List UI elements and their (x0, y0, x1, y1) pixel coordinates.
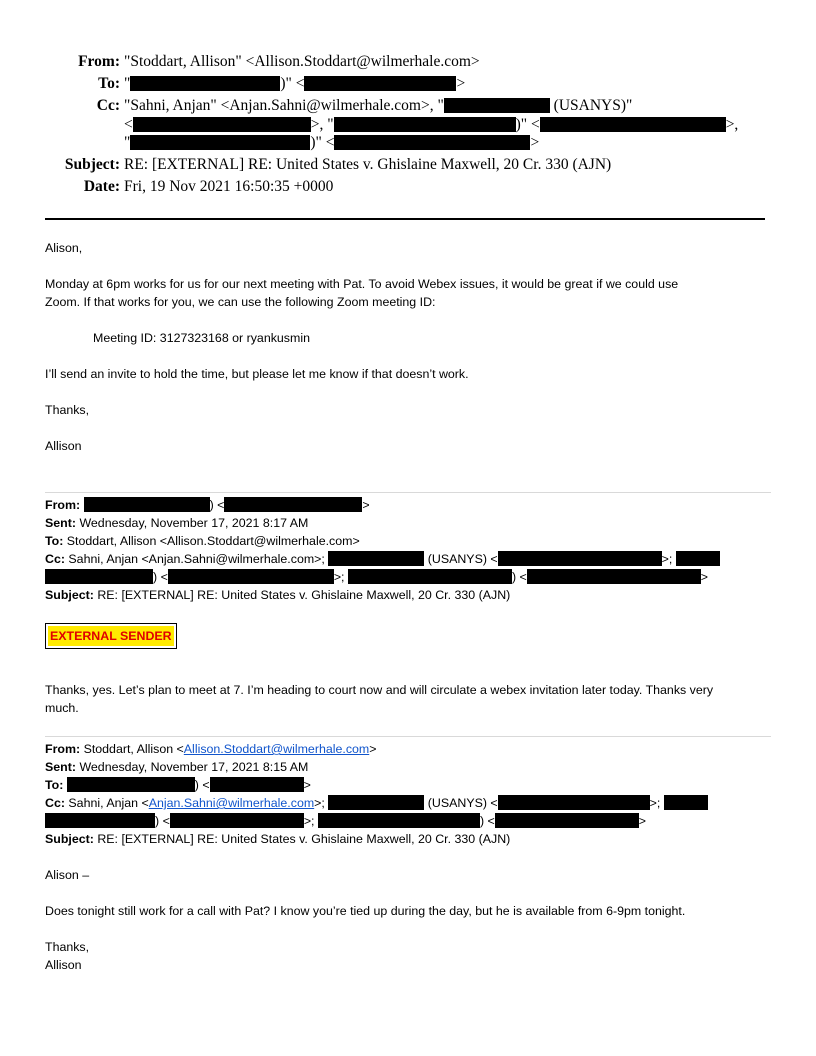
to-value: " )" < > (124, 75, 466, 92)
redaction-block (170, 813, 304, 828)
redaction-block (130, 76, 280, 91)
redaction-block (45, 813, 155, 828)
cc-line-3: " )" < > (124, 134, 540, 151)
meeting-id: Meeting ID: 3127323168 or ryankusmin (93, 331, 310, 345)
subject-label: Subject: (64, 156, 120, 173)
redaction-block (67, 777, 195, 792)
quoted-sent: Sent: Wednesday, November 17, 2021 8:17 AM (45, 516, 309, 530)
paragraph-line: Zoom. If that works for you, we can use the following Zoom meeting ID: (45, 295, 436, 309)
greeting: Alison – (45, 868, 90, 882)
quoted-from: From: Stoddart, Allison <Allison.Stoddart@wilmerhale.com> (45, 742, 377, 756)
redaction-block (84, 497, 210, 512)
quoted-body-line: Does tonight still work for a call with Pat? I know you’re tied up during the day, but he is available from 6-9pm tonight. (45, 904, 686, 918)
quoted-sent: Sent: Wednesday, November 17, 2021 8:15 AM (45, 760, 309, 774)
quote-divider (45, 492, 771, 493)
quoted-body-line: much. (45, 701, 79, 715)
redaction-block (133, 117, 311, 132)
redaction-block (210, 777, 304, 792)
cc-line-2: < >, " )" < >, (124, 116, 739, 133)
quoted-cc-line-2: ) < >; ) < > (45, 568, 708, 586)
from-value: "Stoddart, Allison" <Allison.Stoddart@wilmerhale.com> (124, 53, 480, 70)
header-divider (45, 218, 765, 220)
quoted-from: From: ) < > (45, 498, 370, 512)
redaction-block (328, 551, 424, 566)
quoted-subject: Subject: RE: [EXTERNAL] RE: United States v. Ghislaine Maxwell, 20 Cr. 330 (AJN) (45, 832, 511, 846)
to-label: To: (98, 75, 120, 92)
redaction-block (168, 569, 334, 584)
redaction-block (45, 569, 153, 584)
quote-divider (45, 736, 771, 737)
date-value: Fri, 19 Nov 2021 16:50:35 +0000 (124, 178, 334, 195)
redaction-block (304, 76, 456, 91)
redaction-block (334, 117, 516, 132)
closing: Thanks, (45, 940, 90, 954)
quoted-cc-line-1: Cc: Sahni, Anjan <Anjan.Sahni@wilmerhale.com>; (USANYS) < >; (45, 550, 720, 568)
cc-line-1: "Sahni, Anjan" <Anjan.Sahni@wilmerhale.com>, " (USANYS)" (124, 97, 633, 114)
signature: Allison (45, 958, 82, 972)
redaction-block (444, 98, 550, 113)
redaction-block (224, 497, 362, 512)
redaction-block (498, 795, 650, 810)
paragraph-line: I’ll send an invite to hold the time, but please let me know if that doesn’t work. (45, 367, 469, 381)
redaction-block (664, 795, 708, 810)
redaction-block (498, 551, 662, 566)
quoted-cc-line-1: Cc: Sahni, Anjan <Anjan.Sahni@wilmerhale.com>; (USANYS) < >; (45, 794, 708, 812)
quoted-cc-line-2: ) < >; ) < > (45, 812, 646, 830)
from-label: From: (78, 53, 120, 70)
redaction-block (328, 795, 424, 810)
redaction-block (318, 813, 480, 828)
redaction-block (130, 135, 310, 150)
date-label: Date: (83, 178, 120, 195)
quoted-body-line: Thanks, yes. Let’s plan to meet at 7. I’m heading to court now and will circulate a webex invitation later today. Thanks very (45, 683, 714, 697)
redaction-block (527, 569, 701, 584)
quoted-subject: Subject: RE: [EXTERNAL] RE: United States v. Ghislaine Maxwell, 20 Cr. 330 (AJN) (45, 588, 511, 602)
redaction-block (334, 135, 530, 150)
email-link[interactable]: Allison.Stoddart@wilmerhale.com (183, 742, 370, 756)
email-link[interactable]: Anjan.Sahni@wilmerhale.com (148, 796, 315, 810)
greeting: Alison, (45, 241, 83, 255)
signature: Allison (45, 439, 82, 453)
quoted-to: To: ) < > (45, 778, 311, 792)
external-sender-badge: EXTERNAL SENDER (45, 623, 177, 649)
redaction-block (348, 569, 512, 584)
cc-label: Cc: (96, 97, 120, 114)
subject-value: RE: [EXTERNAL] RE: United States v. Ghislaine Maxwell, 20 Cr. 330 (AJN) (124, 156, 612, 173)
redaction-block (495, 813, 639, 828)
redaction-block (540, 117, 726, 132)
paragraph-line: Monday at 6pm works for us for our next meeting with Pat. To avoid Webex issues, it would be great if we could use (45, 277, 679, 291)
redaction-block (676, 551, 720, 566)
quoted-to: To: Stoddart, Allison <Allison.Stoddart@wilmerhale.com> (45, 534, 360, 548)
closing: Thanks, (45, 403, 90, 417)
